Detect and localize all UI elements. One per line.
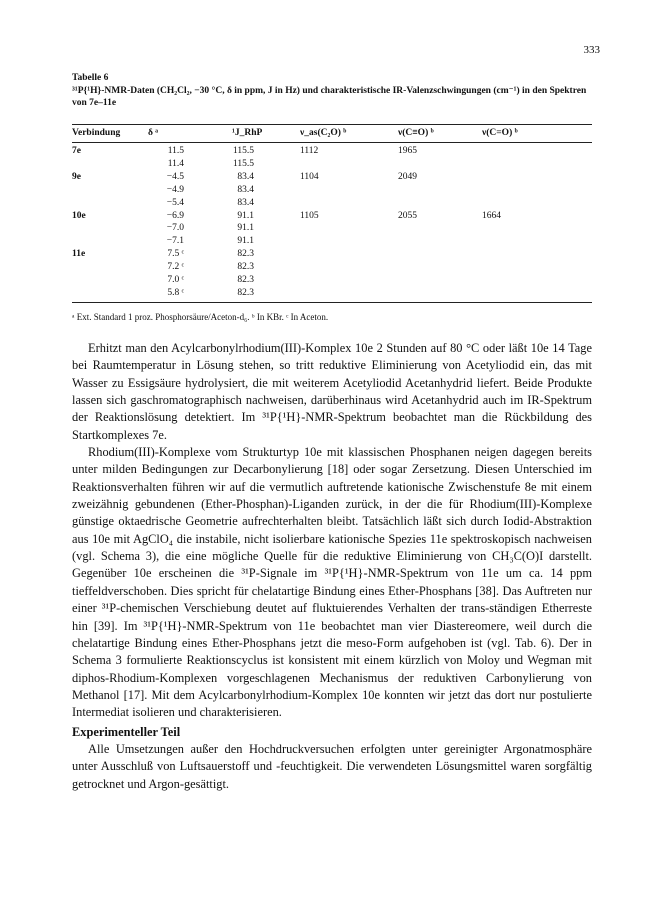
table-description: ³¹P{¹H}-NMR-Daten (CH₂Cl₂, −30 °C, δ in ppm, J in Hz) und charakteristische IR-Valenzschwingungen (cm⁻¹) in den Spektren von 7e–11e xyxy=(72,85,587,108)
table-cell: −5.4 xyxy=(166,197,184,208)
page-number: 333 xyxy=(583,44,600,56)
paragraph-3: Alle Umsetzungen außer den Hochdruckversuchen erfolgten unter gereinigter Argonatmosphäre unter Ausschluß von Luftsauerstoff und -feuchtigkeit. Die verwendeten Lösungsmittel waren sorgfältig getrocknet und Argon-gesättigt. xyxy=(72,741,592,791)
table-cell: 91.1 xyxy=(237,223,254,234)
table-top-rule xyxy=(72,124,592,125)
table-cell: −7.0 xyxy=(166,223,184,234)
table-cell: 83.4 xyxy=(237,171,254,182)
table-cell: 83.4 xyxy=(237,197,254,208)
table-cell: 7.0 ᶜ xyxy=(167,275,184,285)
table-cell: 2055 xyxy=(398,210,417,221)
table-cell: −4.9 xyxy=(166,184,184,195)
table-cell: 11.4 xyxy=(167,158,184,169)
table-cell: 91.1 xyxy=(237,210,254,221)
table-cell: 5.8 ᶜ xyxy=(167,287,184,298)
header-delta: δ ᵃ xyxy=(148,128,159,138)
table-title: Tabelle 6 xyxy=(72,73,109,83)
table-header-rule xyxy=(72,142,592,143)
table-bottom-rule xyxy=(72,302,592,303)
table-cell: 1664 xyxy=(482,210,501,221)
header-nu-c2o: ν_as(C₂O) ᵇ xyxy=(300,128,347,138)
table-cell: 1112 xyxy=(300,146,319,156)
table-cell: 115.5 xyxy=(232,146,254,156)
table-cell: −4.5 xyxy=(166,171,184,182)
table-cell: 7.5 ᶜ xyxy=(167,249,184,260)
table-cell: −7.1 xyxy=(166,236,184,247)
table-cell: 1104 xyxy=(300,171,319,182)
table-cell: 91.1 xyxy=(237,236,254,247)
table-cell: −6.9 xyxy=(166,210,184,221)
table-cell: 82.3 xyxy=(237,249,254,260)
table-cell: 11e xyxy=(72,249,86,260)
table-cell: 9e xyxy=(72,171,81,182)
header-nu-co-triple: ν(C≡O) ᵇ xyxy=(398,128,434,138)
table-cell: 2049 xyxy=(398,171,417,182)
body-text xyxy=(72,340,592,793)
header-jrhp: ¹J_RhP xyxy=(232,128,263,138)
table-cell: 10e xyxy=(72,210,86,221)
table-cell: 82.3 xyxy=(237,275,254,285)
table-cell: 7.2 ᶜ xyxy=(167,262,184,273)
paragraph-1: Erhitzt man den Acylcarbonylrhodium(III)-Komplex 10e 2 Stunden auf 80 °C oder läßt 10e 14 Tage bei Raumtemperatur in Lösung stehen, so tritt reduktive Eliminierung von Acetyliodid ein, das mit Wasser zu Essigsäure hydrolysiert, die mit weiterem Acetyliodid Acetanhydrid liefert. Beide Produkte lassen sich gaschromatographisch nachweisen, darüberhinaus wird Acetanhydrid auch im IR-Spektrum der Reaktionslösung detektiert. Im ³¹P{¹H}-NMR-Spektrum beobachtet man die Rückbildung des Startkomplexes 7e. xyxy=(72,341,592,442)
table-footnote: ᵃ Ext. Standard 1 proz. Phosphorsäure/Aceton-d₆. ᵇ In KBr. ᶜ In Aceton. xyxy=(72,312,329,322)
table-cell: 83.4 xyxy=(237,184,254,195)
table-cell: 11.5 xyxy=(167,146,184,156)
table-cell: 1105 xyxy=(300,210,319,221)
section-heading: Experimenteller Teil xyxy=(72,724,181,739)
paragraph-2: Rhodium(III)-Komplexe vom Strukturtyp 10e mit klassischen Phosphanen neigen dagegen bereits unter milden Bedingungen zur Decarbonylierung [18] oder sogar Zersetzung. Diesen Unterschied im Reaktionsverhalten führen wir auf die vermutlich auftretende kationische Zwischenstufe 8e mit einem zweizähnig gebundenen (Ether-Phosphan)-Liganden zurück, in der die für Rhodium(III)-Komplexe günstige oktaedrische Geometrie aufrechterhalten bleibt. Tatsächlich läßt sich durch Iodid-Abstraktion aus 10e mit AgClO₄ die instabile, nicht isolierbare kationische Spezies 11e spektroskopisch nachweisen (vgl. Schema 3), die eine mögliche Quelle für die reduktive Eliminierung von CH₃C(O)I darstellt. Gegenüber 10e erscheinen die ³¹P-Signale im ³¹P{¹H}-NMR-Spektrum von 11e um ca. 14 ppm tieffeldverschoben. Dies spricht für chelatartige Bindung eines Ether-Phosphans [38]. Das Auftreten nur einer ³¹P-chemischen Verschiebung deutet auf fluktuierendes Verhalten der trans-ständigen Etherreste hin [39]. Im ³¹P{¹H}-NMR-Spektrum von 11e beobachtet man vier Diastereomere, weil durch die chelatartige Bindung eines Ether-Phosphans jetzt die meso-Form aufgehoben ist (vgl. Tab. 6). Der in Schema 3 formulierte Reaktionscyclus ist konsistent mit einem kürzlich von Moloy und Wegman mit diphos-Rhodium-Komplexen vorgeschlagenen Mechanismus der reduktiven Carbonylierung von Methanol [17]. Mit dem Acylcarbonylrhodium-Komplex 10e konnten wir jetzt das dort nur postulierte Intermediat isolieren und charakterisieren. xyxy=(72,445,592,720)
table-cell: 115.5 xyxy=(232,158,254,169)
header-verbindung: Verbindung xyxy=(72,128,121,138)
table-cell: 82.3 xyxy=(237,287,254,298)
header-nu-co-double: ν(C=O) ᵇ xyxy=(482,128,518,138)
table-cell: 7e xyxy=(72,146,81,156)
table-caption xyxy=(72,72,592,110)
table-cell: 82.3 xyxy=(237,262,254,273)
table-cell: 1965 xyxy=(398,146,417,156)
